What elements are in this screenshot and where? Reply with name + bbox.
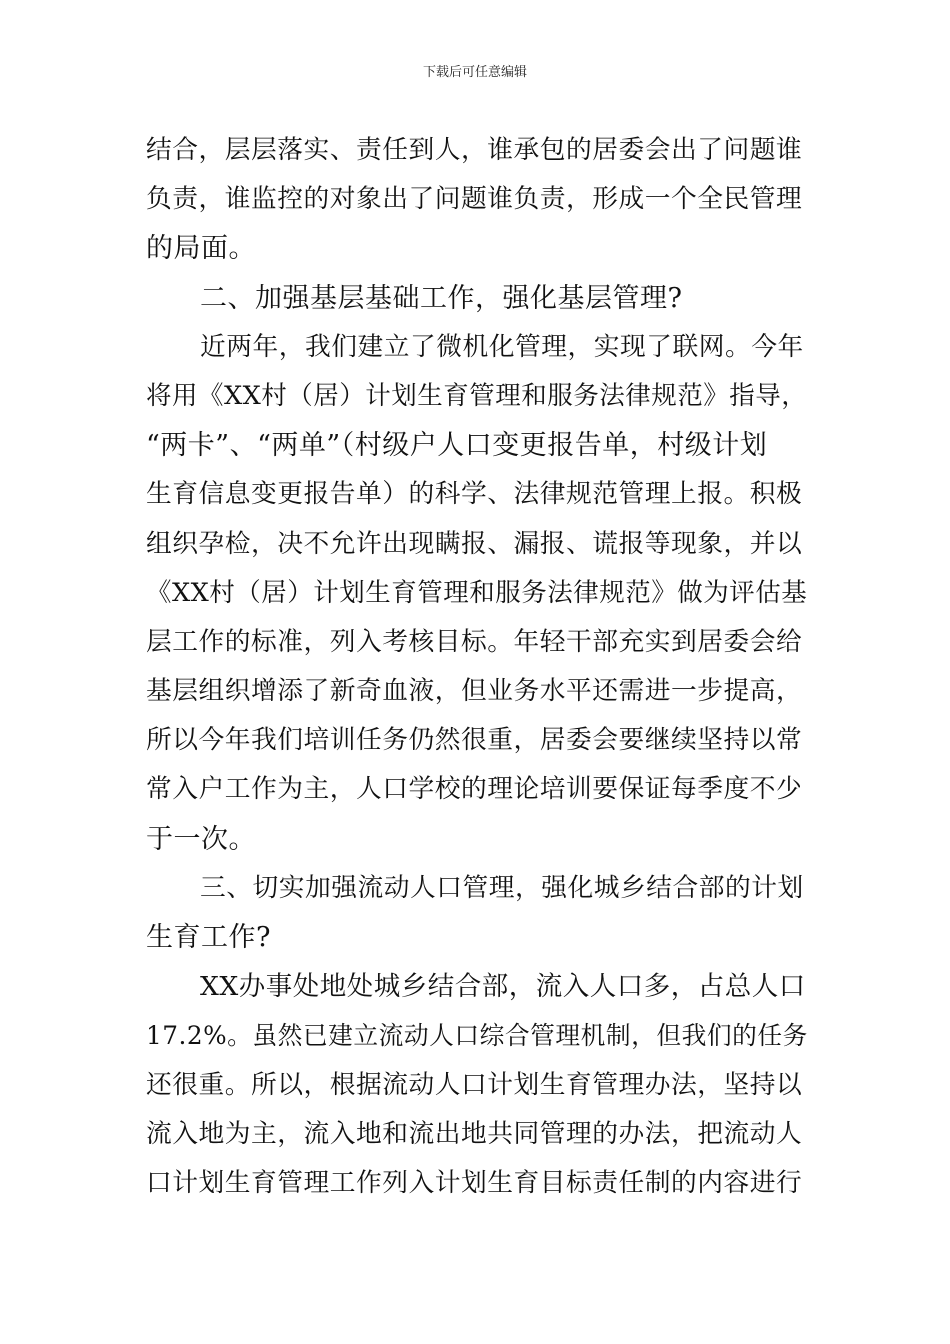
text-line: XX办事处地处城乡结合部，流入人口多，占总人口: [200, 971, 806, 1003]
text-line: 常入户工作为主，人口学校的理论培训要保证每季度不少: [146, 774, 803, 805]
text-line: 17.2%。虽然已建立流动人口综合管理机制，但我们的任务: [146, 1021, 808, 1051]
text-line: 生育工作?: [146, 922, 271, 953]
text-line: 《XX村（居）计划生育管理和服务法律规范》做为评估基: [146, 577, 808, 608]
text-line: 近两年，我们建立了微机化管理，实现了联网。今年: [200, 331, 804, 362]
text-line: 流入地为主，流入地和流出地共同管理的办法，把流动人: [146, 1118, 803, 1149]
text-line: 将用《XX村（居）计划生育管理和服务法律规范》指导，: [146, 380, 808, 411]
text-line: 组织孕检，决不允许出现瞒报、漏报、谎报等现象，并以: [146, 528, 803, 559]
text-line: 于一次。: [146, 823, 256, 855]
text-line: 生育信息变更报告单）的科学、法律规范管理上报。积极: [146, 479, 803, 510]
text-line: “两卡”、“两单”（村级户人口变更报告单，村级计划: [146, 430, 768, 462]
text-line: 负责，谁监控的对象出了问题谁负责，形成一个全民管理: [146, 184, 803, 215]
document-body: [146, 126, 808, 1208]
text-line: 还很重。所以，根据流动人口计划生育管理办法，坚持以: [146, 1069, 803, 1100]
text-line: 基层组织增添了新奇血液，但业务水平还需进一步提高，: [146, 676, 803, 707]
text-line: 口计划生育管理工作列入计划生育目标责任制的内容进行: [146, 1167, 803, 1198]
text-line: 三、切实加强流动人口管理，强化城乡结合部的计划: [200, 872, 804, 903]
text-line: 二、加强基层基础工作，强化基层管理?: [200, 282, 683, 314]
page-header: 下载后可任意编辑: [422, 65, 527, 80]
text-line: 所以今年我们培训任务仍然很重，居委会要继续坚持以常: [146, 725, 803, 756]
text-line: 结合，层层落实、责任到人，谁承包的居委会出了问题谁: [146, 135, 803, 165]
text-line: 层工作的标准，列入考核目标。年轻干部充实到居委会给: [146, 626, 803, 657]
text-line: 的局面。: [146, 233, 256, 265]
